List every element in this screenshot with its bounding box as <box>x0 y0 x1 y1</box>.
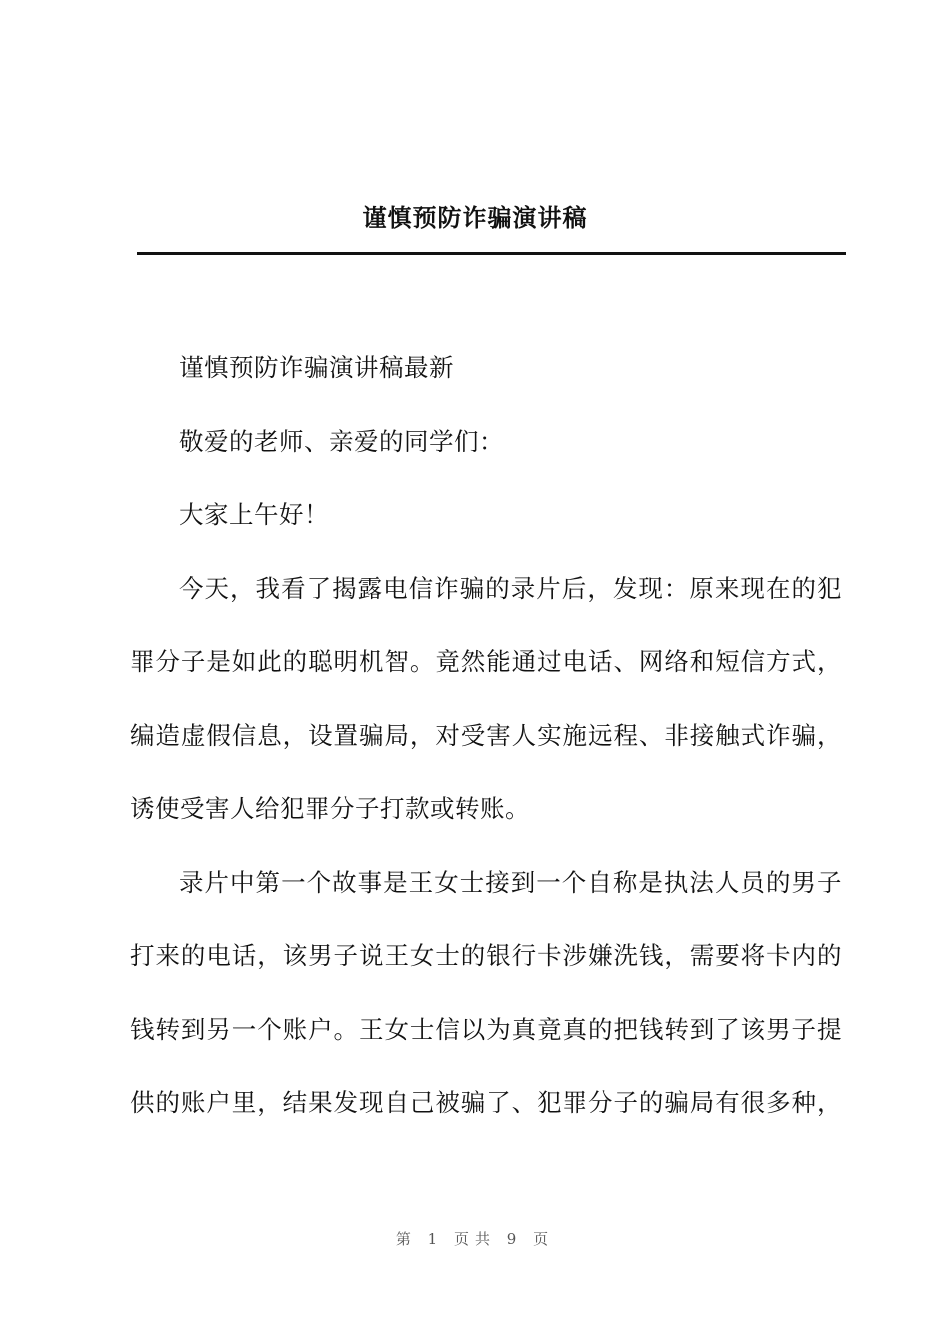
paragraph-line: 录片中第一个故事是王女士接到一个自称是执法人员的男子 <box>179 867 842 897</box>
paragraph-line: 诱使受害人给犯罪分子打款或转账。 <box>130 794 530 823</box>
paragraph-line: 供的账户里，结果发现自己被骗了、犯罪分子的骗局有很多种， <box>130 1088 842 1117</box>
document-title: 谨慎预防诈骗演讲稿 <box>362 204 588 232</box>
paragraph-subtitle: 谨慎预防诈骗演讲稿最新 <box>179 353 454 382</box>
paragraph-salutation: 敬爱的老师、亲爱的同学们： <box>179 426 504 456</box>
paragraph-line: 打来的电话，该男子说王女士的银行卡涉嫌洗钱，需要将卡内的 <box>130 941 842 970</box>
paragraph-line: 钱转到另一个账户。王女士信以为真竟真的把钱转到了该男子提 <box>130 1014 842 1044</box>
document-body <box>130 340 842 1149</box>
paragraph-line: 编造虚假信息，设置骗局，对受害人实施远程、非接触式诈骗， <box>130 720 842 750</box>
title-underline <box>137 252 846 255</box>
paragraph-greeting: 大家上午好！ <box>179 500 329 529</box>
paragraph-line: 今天，我看了揭露电信诈骗的录片后，发现：原来现在的犯 <box>179 573 842 603</box>
page-number-footer: 第 1 页共 9 页 <box>395 1230 555 1248</box>
paragraph-line: 罪分子是如此的聪明机智。竟然能通过电话、网络和短信方式， <box>130 647 842 676</box>
